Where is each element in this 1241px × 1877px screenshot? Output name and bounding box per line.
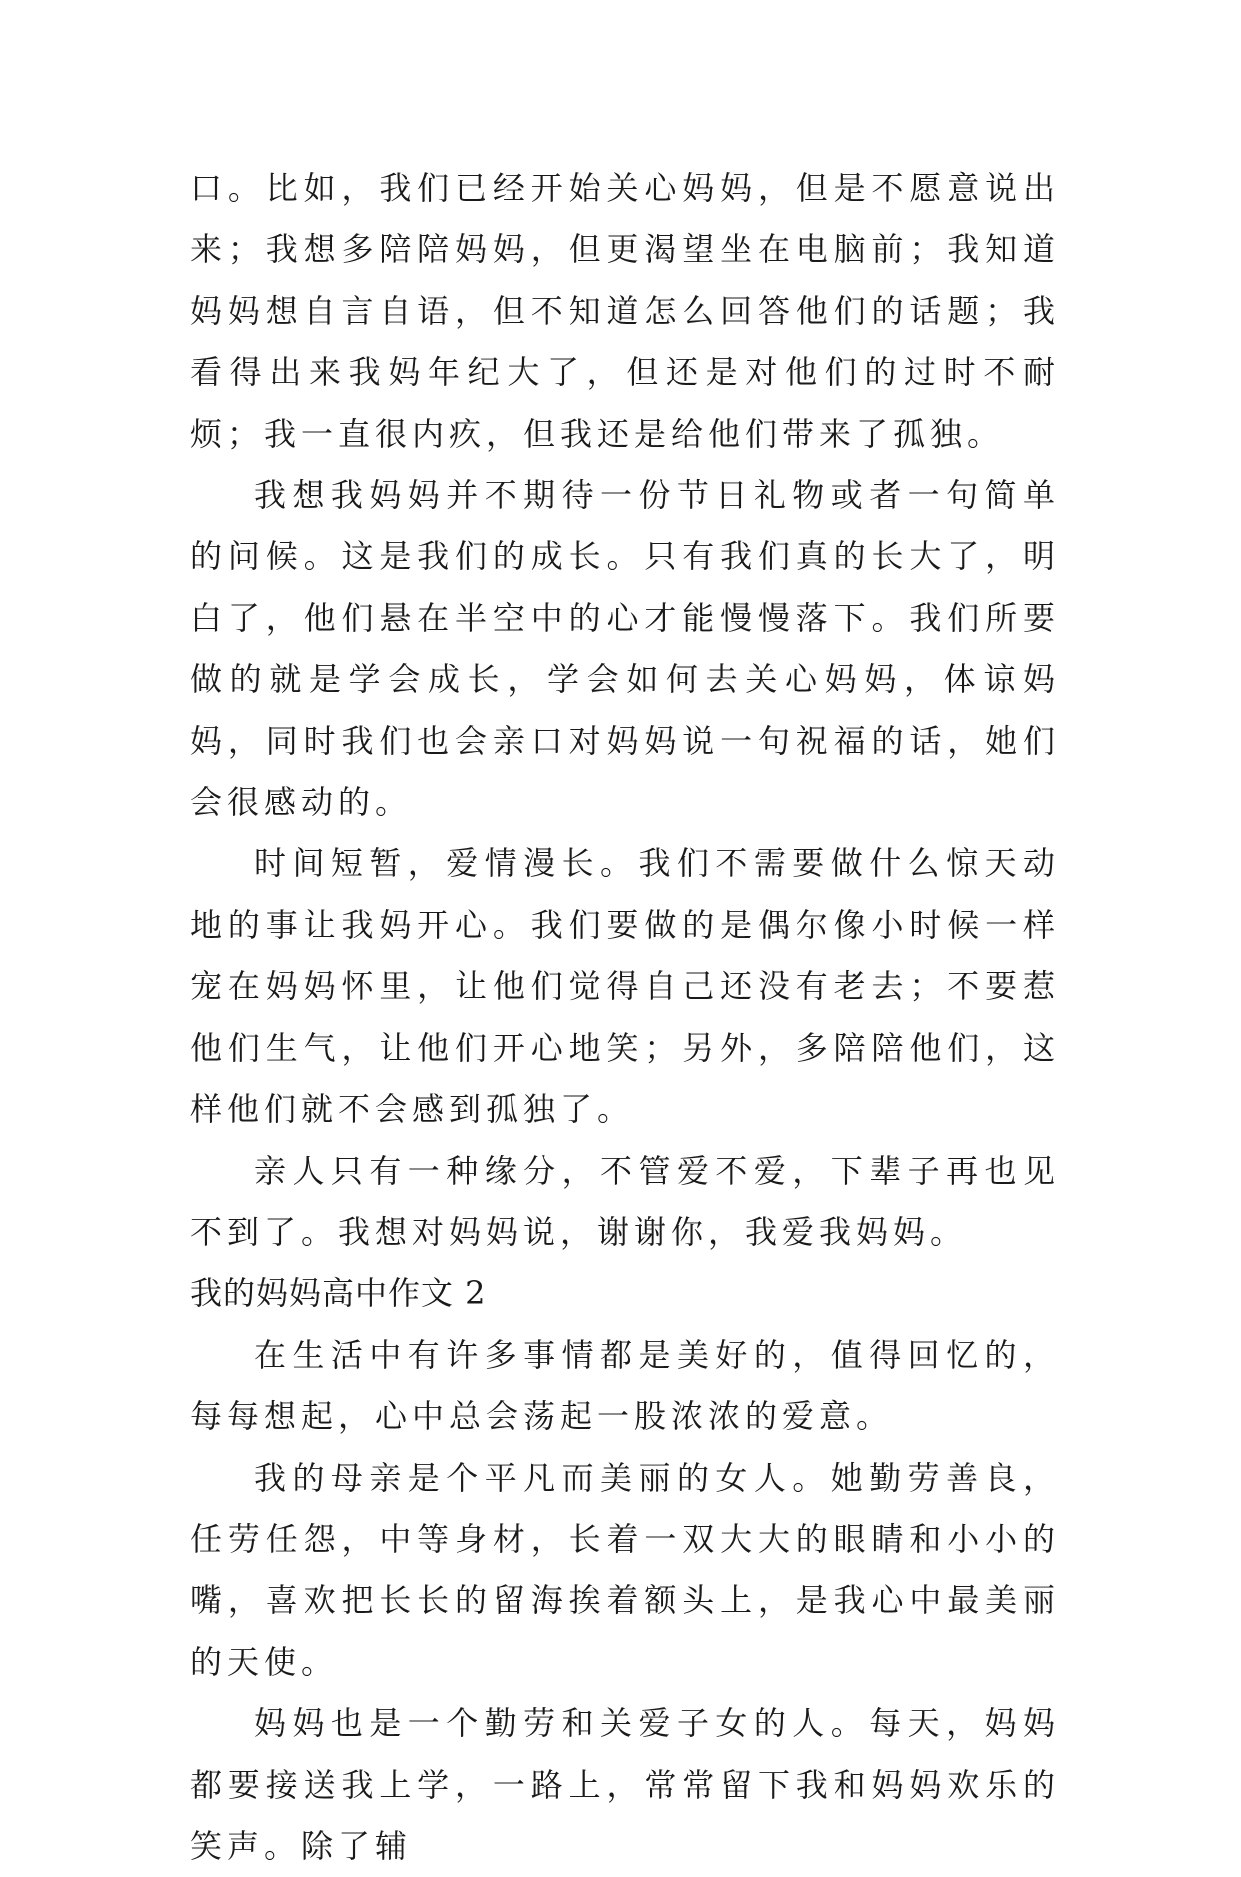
document-body xyxy=(190,158,1060,1877)
section-heading: 我的妈妈高中作文 2 xyxy=(190,1274,487,1313)
paragraph-continued: 口。比如，我们已经开始关心妈妈，但是不愿意说出来；我想多陪陪妈妈，但更渴望坐在电脑前；我知道妈妈想自言自语，但不知道怎么回答他们的话题；我看得出来我妈年纪大了，但还是对他们的过时不耐烦；我一直很内疚，但我还是给他们带来了孤独。 xyxy=(190,169,1060,453)
paragraph: 我的母亲是个平凡而美丽的女人。她勤劳善良，任劳任怨，中等身材，长着一双大大的眼睛和小小的嘴，喜欢把长长的留海挨着额头上，是我心中最美丽的天使。 xyxy=(190,1458,1060,1681)
paragraph: 时间短暂，爱情漫长。我们不需要做什么惊天动地的事让我妈开心。我们要做的是偶尔像小时候一样宠在妈妈怀里，让他们觉得自己还没有老去；不要惹他们生气，让他们开心地笑；另外，多陪陪他们，这样他们就不会感到孤独了。 xyxy=(190,844,1060,1129)
paragraph: 在生活中有许多事情都是美好的，值得回忆的，每每想起，心中总会荡起一股浓浓的爱意。 xyxy=(190,1335,1060,1436)
paragraph: 妈妈也是一个勤劳和关爱子女的人。每天，妈妈都要接送我上学，一路上，常常留下我和妈妈欢乐的笑声。除了辅 xyxy=(190,1704,1060,1865)
paragraph: 亲人只有一种缘分，不管爱不爱，下辈子再也见不到了。我想对妈妈说，谢谢你，我爱我妈妈。 xyxy=(190,1151,1060,1251)
paragraph: 我想我妈妈并不期待一份节日礼物或者一句简单的问候。这是我们的成长。只有我们真的长大了，明白了，他们悬在半空中的心才能慢慢落下。我们所要做的就是学会成长，学会如何去关心妈妈，体谅妈妈，同时我们也会亲口对妈妈说一句祝福的话，她们会很感动的。 xyxy=(190,476,1060,822)
